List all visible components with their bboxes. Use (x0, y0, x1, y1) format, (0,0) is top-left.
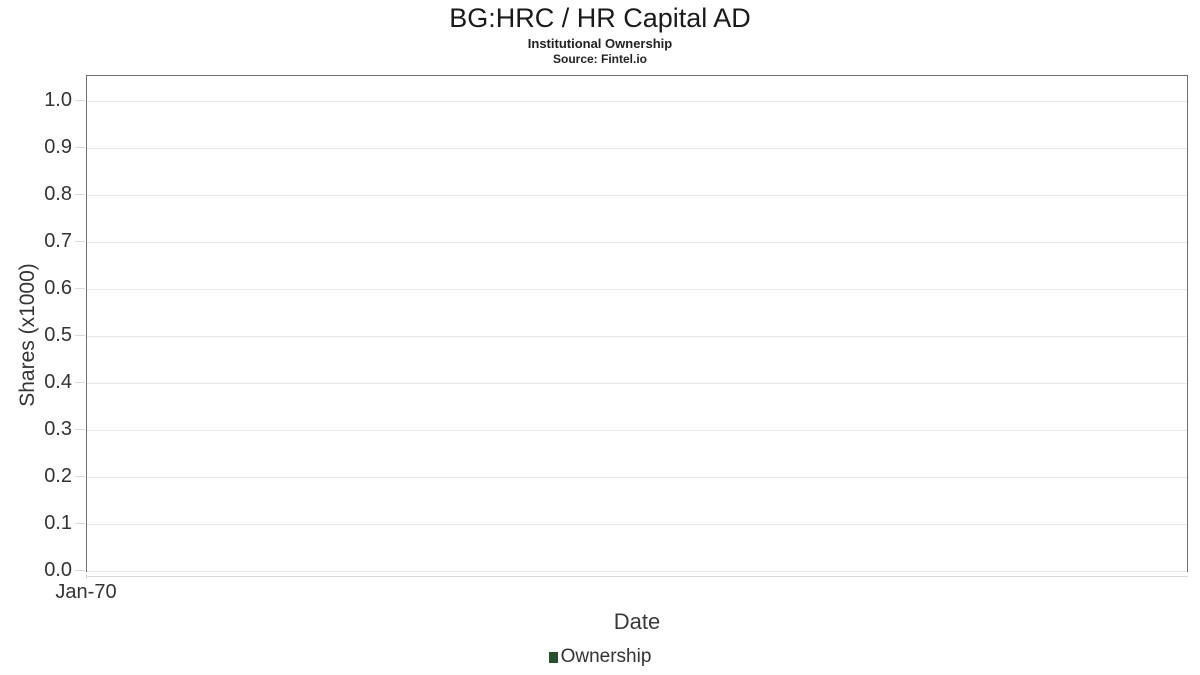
gridline (87, 242, 1187, 243)
y-tick-mark (75, 335, 85, 336)
gridline (87, 524, 1187, 525)
gridline (87, 383, 1187, 384)
x-axis-line (86, 576, 1188, 577)
y-tick-label: 1.0 (44, 89, 72, 111)
y-tick-mark (75, 476, 85, 477)
y-tick-label: 0.8 (44, 183, 72, 205)
y-tick-mark (75, 288, 85, 289)
legend (0, 646, 1200, 669)
y-tick-mark (75, 570, 85, 571)
y-tick-label: 0.4 (44, 371, 72, 393)
gridline (87, 477, 1187, 478)
legend-label: Ownership (560, 646, 652, 667)
gridline (87, 289, 1187, 290)
chart-subtitle: Institutional Ownership (527, 36, 673, 51)
y-tick-mark (75, 241, 85, 242)
y-tick-label: 0.9 (44, 136, 72, 158)
gridline (87, 430, 1187, 431)
gridline (87, 101, 1187, 102)
chart-source: Source: Fintel.io (552, 52, 647, 66)
x-tick-mark (86, 574, 87, 579)
legend-item-ownership[interactable] (549, 646, 652, 669)
y-tick-label: 0.2 (44, 465, 72, 487)
x-axis-title: Date (613, 609, 661, 634)
y-tick-label: 0.0 (44, 559, 72, 581)
y-tick-label: 0.6 (44, 277, 72, 299)
legend-marker-square-icon (549, 652, 558, 663)
x-tick-label: Jan-70 (55, 581, 117, 603)
y-tick-label: 0.1 (44, 512, 72, 534)
gridline (87, 571, 1187, 572)
gridline (87, 148, 1187, 149)
gridline (87, 195, 1187, 196)
y-tick-mark (75, 147, 85, 148)
y-tick-label: 0.5 (44, 324, 72, 346)
y-tick-mark (75, 382, 85, 383)
y-tick-mark (75, 523, 85, 524)
y-tick-mark (75, 100, 85, 101)
y-tick-label: 0.7 (44, 230, 72, 252)
plot-area (86, 75, 1188, 572)
gridline (87, 336, 1187, 337)
chart-title: BG:HRC / HR Capital AD (449, 3, 751, 33)
y-tick-label: 0.3 (44, 418, 72, 440)
y-axis-title: Shares (x1000) (16, 263, 39, 407)
y-tick-mark (75, 429, 85, 430)
y-tick-mark (75, 194, 85, 195)
